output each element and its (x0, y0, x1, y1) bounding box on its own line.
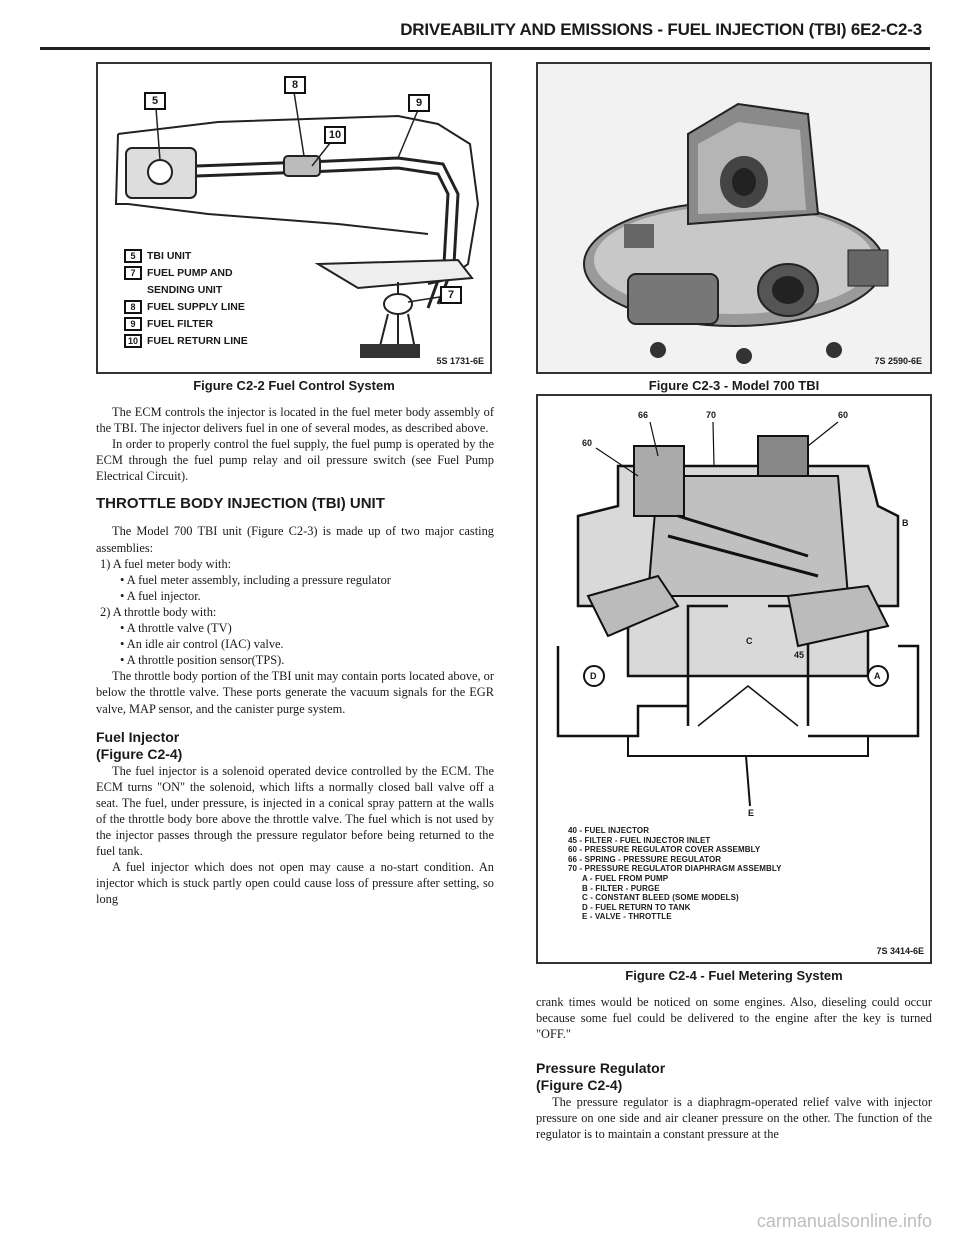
legend-item: 60 - PRESSURE REGULATOR COVER ASSEMBLY (568, 845, 761, 855)
label-d: D (590, 671, 597, 681)
legend-item: 8 FUEL SUPPLY LINE (124, 299, 354, 316)
fuel-metering-legend (568, 826, 908, 922)
label-66: 66 (638, 410, 649, 420)
figure-caption-c2-2: Figure C2-2 Fuel Control System (193, 378, 395, 393)
section-subheading-figure-ref: (Figure C2-4) (536, 1077, 623, 1094)
figure-caption-c2-3: Figure C2-3 - Model 700 TBI (648, 378, 820, 393)
legend-item: 9 FUEL FILTER (124, 316, 354, 333)
section-subheading-figure-ref: (Figure C2-4) (96, 745, 183, 762)
legend-item: D - FUEL RETURN TO TANK (582, 902, 691, 912)
paragraph: The pressure regulator is a diaphragm-operated relief valve with injector pressure on one side and air cleaner pressure on the other. The function of the regulator is to maintain a constant pressure at the (536, 1095, 932, 1142)
list-item: • A fuel meter assembly, including a pressure regulator (120, 572, 391, 587)
paragraph: In order to properly control the fuel supply, the fuel pump is operated by the ECM through the fuel pump relay and oil pressure switch (see Fuel Pump Electrical Circuit). (96, 437, 494, 484)
legend-item: 70 - PRESSURE REGULATOR DIAPHRAGM ASSEMBLY (568, 864, 782, 874)
paragraph: A fuel injector which does not open may cause a no-start condition. An injector which is stuck partly open could cause loss of pressure after setting, so long (96, 860, 494, 907)
left-column (96, 404, 494, 907)
legend-item: 5 TBI UNIT (124, 248, 354, 265)
header-title: DRIVEABILITY AND EMISSIONS - FUEL INJECTION (TBI) 6E2-C2-3 (400, 20, 922, 39)
figure-code: 5S 1731-6E (436, 356, 484, 366)
label-70: 70 (706, 410, 717, 420)
paragraph: The throttle body portion of the TBI unit may contain ports located above, or below the throttle valve. These ports generate the vacuum signals for the EGR valve, MAP sensor, and the canister purge system. (96, 669, 494, 716)
legend-item: SENDING UNIT (147, 284, 223, 296)
list-item: • An idle air control (IAC) valve. (120, 637, 284, 652)
right-column (536, 994, 932, 1143)
legend-item: C - CONSTANT BLEED (SOME MODELS) (582, 893, 739, 903)
list-item: 1) A fuel meter body with: (100, 556, 232, 571)
list-item: • A fuel injector. (120, 588, 201, 603)
label-c: C (746, 636, 753, 646)
callout-9: 9 (408, 94, 430, 112)
section-heading-tbi-unit: THROTTLE BODY INJECTION (TBI) UNIT (96, 495, 385, 513)
watermark: carmanualsonline.info (756, 1211, 932, 1231)
section-heading-fuel-injector: Fuel Injector (96, 728, 180, 745)
callout-10: 10 (324, 126, 346, 144)
callout-8: 8 (284, 76, 306, 94)
list-item: 2) A throttle body with: (100, 604, 217, 619)
fuel-control-legend (124, 248, 354, 350)
figure-code: 7S 2590-6E (874, 356, 922, 366)
paragraph: The ECM controls the injector is located in the fuel meter body assembly of the TBI. The injector delivers fuel in one of several modes, as described above. (96, 405, 494, 436)
label-45: 45 (794, 650, 805, 660)
label-60-right: 60 (838, 410, 849, 420)
paragraph: crank times would be noticed on some engines. Also, dieseling could occur because some fuel could be delivered to the engine after the key is turned "OFF." (536, 995, 932, 1042)
callout-5: 5 (144, 92, 166, 110)
legend-item: 45 - FILTER - FUEL INJECTOR INLET (568, 835, 711, 845)
figure-fuel-control-system (96, 62, 492, 374)
paragraph: The fuel injector is a solenoid operated device controlled by the ECM. The ECM turns "ON" the solenoid, which lifts a normally closed ball valve off a seat. The fuel, under pressure, is injected in a conical spray pattern at the walls of the throttle body bore above the throttle valve. The fuel which is not used by the injector passes through the pressure regulator before being returned to the fuel tank. (96, 763, 494, 859)
legend-item: 40 - FUEL INJECTOR (568, 826, 650, 835)
page-header (40, 14, 930, 50)
label-b: B (902, 518, 909, 528)
legend-item: E - VALVE - THROTTLE (582, 912, 672, 922)
list-item: • A throttle position sensor(TPS). (120, 653, 285, 668)
tbi-photo (538, 64, 932, 374)
figure-fuel-metering-system (536, 394, 932, 964)
legend-item: 7 FUEL PUMP AND (124, 265, 354, 282)
paragraph: The Model 700 TBI unit (Figure C2-3) is made up of two major casting assemblies: (96, 524, 494, 555)
list-item: • A throttle valve (TV) (120, 621, 232, 636)
legend-item: 66 - SPRING - PRESSURE REGULATOR (568, 854, 722, 864)
figure-caption-c2-4: Figure C2-4 - Fuel Metering System (625, 968, 843, 983)
legend-item: 10 FUEL RETURN LINE (124, 333, 354, 350)
figure-code: 7S 3414-6E (876, 946, 924, 956)
legend-item: B - FILTER - PURGE (582, 883, 660, 893)
label-a: A (874, 671, 881, 681)
figure-model-700-tbi (536, 62, 932, 374)
section-heading-pressure-regulator: Pressure Regulator (536, 1060, 666, 1077)
legend-item: A - FUEL FROM PUMP (582, 873, 669, 883)
callout-7: 7 (440, 286, 462, 304)
label-e: E (748, 808, 755, 818)
label-60-left: 60 (582, 438, 593, 448)
